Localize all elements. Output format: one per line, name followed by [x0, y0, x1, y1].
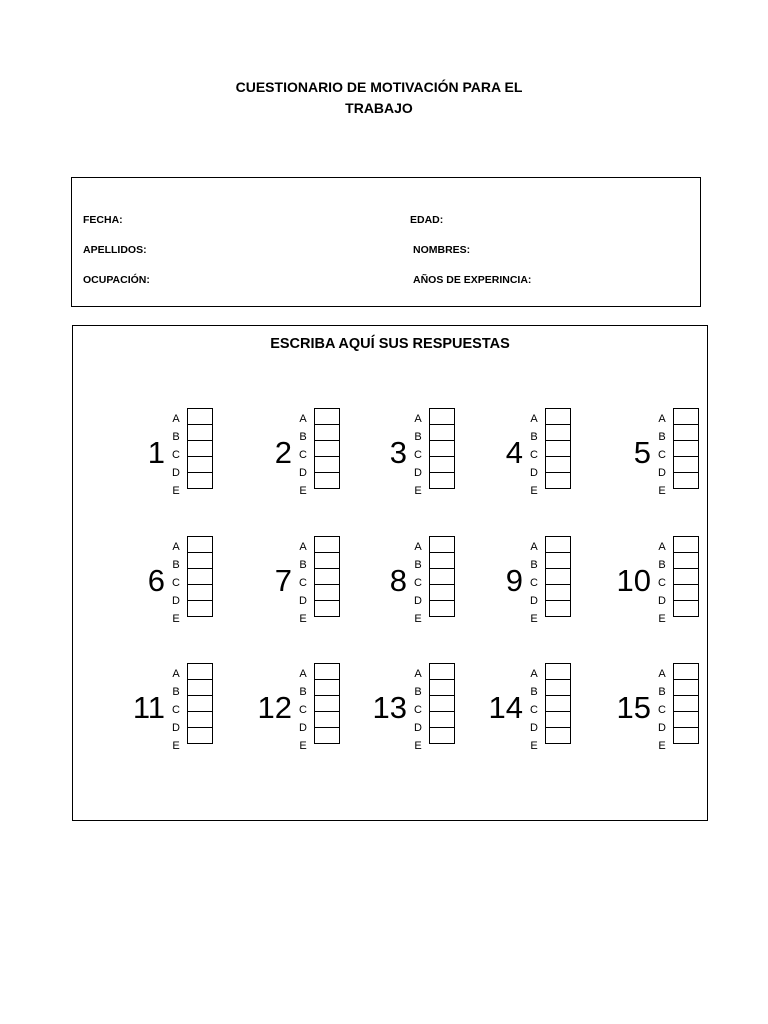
answer-cell[interactable] [429, 727, 455, 744]
question-1 [135, 408, 255, 504]
option-letter: A [172, 541, 180, 553]
answer-cell[interactable] [673, 568, 699, 585]
answer-cell[interactable] [314, 536, 340, 553]
option-letter: A [530, 541, 538, 553]
question-number: 6 [147, 563, 165, 598]
option-letter: B [299, 431, 307, 443]
answer-cell[interactable] [545, 472, 571, 489]
option-letter: E [530, 740, 538, 752]
answer-cell[interactable] [187, 711, 213, 728]
option-letter: B [414, 686, 422, 698]
option-letters [412, 538, 424, 628]
answer-cell[interactable] [545, 408, 571, 425]
option-letter: C [658, 704, 666, 716]
question-10 [616, 536, 741, 632]
option-letter: A [299, 668, 307, 680]
option-letter: A [658, 413, 666, 425]
option-letter: E [414, 613, 422, 625]
question-6 [135, 536, 255, 632]
option-letter: B [658, 686, 666, 698]
answer-boxes [429, 536, 455, 617]
answer-cell[interactable] [314, 679, 340, 696]
edad-label: EDAD: [410, 214, 444, 226]
question-4 [493, 408, 613, 504]
answer-boxes [545, 536, 571, 617]
option-letter: A [299, 413, 307, 425]
option-letter: D [658, 595, 666, 607]
question-number: 9 [505, 563, 523, 598]
answer-cell[interactable] [187, 424, 213, 441]
option-letter: B [658, 559, 666, 571]
option-letter: C [414, 449, 422, 461]
answer-boxes [187, 663, 213, 744]
question-number: 7 [274, 563, 292, 598]
answer-cell[interactable] [314, 584, 340, 601]
answer-cell[interactable] [187, 663, 213, 680]
option-letters [170, 410, 182, 500]
answer-cell[interactable] [545, 456, 571, 473]
option-letter: E [658, 613, 666, 625]
option-letter: B [414, 431, 422, 443]
answer-cell[interactable] [545, 695, 571, 712]
answer-cell[interactable] [187, 536, 213, 553]
answer-cell[interactable] [545, 679, 571, 696]
answer-boxes [545, 663, 571, 744]
option-letter: A [658, 541, 666, 553]
answer-cell[interactable] [673, 727, 699, 744]
question-number: 11 [132, 690, 165, 725]
answer-cell[interactable] [673, 600, 699, 617]
answer-cell[interactable] [314, 663, 340, 680]
answer-cell[interactable] [673, 472, 699, 489]
option-letter: C [414, 704, 422, 716]
option-letter: E [299, 613, 307, 625]
option-letter: E [530, 485, 538, 497]
answers-box [72, 325, 708, 821]
option-letter: B [530, 686, 538, 698]
option-letters [297, 410, 309, 500]
option-letter: D [414, 722, 422, 734]
option-letters [297, 538, 309, 628]
option-letter: D [658, 722, 666, 734]
answer-cell[interactable] [314, 456, 340, 473]
answer-cell[interactable] [314, 568, 340, 585]
option-letter: E [530, 613, 538, 625]
answer-boxes [673, 663, 699, 744]
option-letter: D [414, 595, 422, 607]
option-letter: B [414, 559, 422, 571]
answer-boxes [429, 408, 455, 489]
option-letter: C [530, 449, 538, 461]
answer-cell[interactable] [673, 456, 699, 473]
option-letter: B [172, 431, 180, 443]
answer-cell[interactable] [314, 711, 340, 728]
option-letter: C [658, 577, 666, 589]
option-letter: B [299, 559, 307, 571]
answer-cell[interactable] [673, 424, 699, 441]
option-letter: B [172, 559, 180, 571]
personal-info-box [71, 177, 701, 307]
option-letter: E [172, 485, 180, 497]
title-line-2: TRABAJO [345, 100, 413, 116]
question-14 [488, 663, 613, 759]
answer-cell[interactable] [545, 727, 571, 744]
option-letters [528, 665, 540, 755]
answer-cell[interactable] [429, 711, 455, 728]
question-number: 15 [616, 690, 651, 725]
document-title [0, 77, 768, 119]
answer-cell[interactable] [673, 536, 699, 553]
answer-cell[interactable] [429, 663, 455, 680]
answer-cell[interactable] [187, 584, 213, 601]
option-letter: D [530, 467, 538, 479]
question-number: 10 [616, 563, 651, 598]
option-letter: E [658, 740, 666, 752]
option-letter: E [172, 613, 180, 625]
option-letter: A [530, 413, 538, 425]
answer-cell[interactable] [429, 456, 455, 473]
answer-boxes [187, 408, 213, 489]
answer-cell[interactable] [429, 408, 455, 425]
answer-cell[interactable] [673, 711, 699, 728]
fecha-label: FECHA: [83, 214, 123, 226]
option-letter: C [414, 577, 422, 589]
option-letter: A [414, 413, 422, 425]
answer-cell[interactable] [187, 440, 213, 457]
answer-cell[interactable] [187, 695, 213, 712]
answer-cell[interactable] [429, 695, 455, 712]
option-letter: D [299, 467, 307, 479]
answer-cell[interactable] [314, 424, 340, 441]
answers-heading: ESCRIBA AQUÍ SUS RESPUESTAS [270, 336, 510, 352]
option-letter: B [658, 431, 666, 443]
answer-cell[interactable] [673, 663, 699, 680]
experiencia-label: AÑOS DE EXPERINCIA: [413, 274, 532, 286]
answer-cell[interactable] [429, 600, 455, 617]
answer-cell[interactable] [187, 552, 213, 569]
answer-cell[interactable] [187, 600, 213, 617]
answer-cell[interactable] [545, 584, 571, 601]
option-letter: C [172, 577, 180, 589]
answer-cell[interactable] [545, 536, 571, 553]
question-number: 13 [372, 690, 407, 725]
option-letter: C [530, 577, 538, 589]
option-letters [528, 538, 540, 628]
answer-cell[interactable] [429, 552, 455, 569]
option-letter: D [299, 595, 307, 607]
option-letter: D [299, 722, 307, 734]
answer-cell[interactable] [314, 695, 340, 712]
title-line-1: CUESTIONARIO DE MOTIVACIÓN PARA EL [235, 79, 523, 95]
answer-cell[interactable] [314, 552, 340, 569]
answer-cell[interactable] [673, 440, 699, 457]
option-letter: A [172, 668, 180, 680]
option-letter: D [658, 467, 666, 479]
option-letters [656, 538, 668, 628]
answer-cell[interactable] [429, 679, 455, 696]
option-letter: D [172, 595, 180, 607]
answer-cell[interactable] [187, 679, 213, 696]
answer-cell[interactable] [673, 552, 699, 569]
answer-cell[interactable] [429, 424, 455, 441]
answer-cell[interactable] [429, 568, 455, 585]
option-letters [656, 665, 668, 755]
option-letter: E [299, 485, 307, 497]
option-letters [297, 665, 309, 755]
ocupacion-label: OCUPACIÓN: [83, 274, 150, 286]
option-letter: B [530, 559, 538, 571]
option-letter: C [299, 449, 307, 461]
option-letters [170, 665, 182, 755]
option-letter: B [172, 686, 180, 698]
option-letter: C [172, 704, 180, 716]
answer-cell[interactable] [314, 408, 340, 425]
question-number: 14 [488, 690, 523, 725]
answer-cell[interactable] [545, 663, 571, 680]
option-letter: C [172, 449, 180, 461]
option-letter: D [414, 467, 422, 479]
answer-cell[interactable] [429, 584, 455, 601]
answer-cell[interactable] [314, 440, 340, 457]
option-letter: D [172, 467, 180, 479]
option-letter: E [299, 740, 307, 752]
answer-cell[interactable] [187, 727, 213, 744]
option-letter: D [530, 722, 538, 734]
question-11 [132, 663, 255, 759]
option-letter: E [172, 740, 180, 752]
option-letter: A [530, 668, 538, 680]
answer-cell[interactable] [673, 695, 699, 712]
option-letter: E [414, 740, 422, 752]
question-number: 1 [147, 435, 165, 470]
answer-cell[interactable] [545, 711, 571, 728]
option-letter: D [172, 722, 180, 734]
answer-cell[interactable] [429, 536, 455, 553]
answer-cell[interactable] [187, 408, 213, 425]
apellidos-label: APELLIDOS: [83, 244, 147, 256]
answer-boxes [545, 408, 571, 489]
option-letter: C [299, 577, 307, 589]
option-letter: C [299, 704, 307, 716]
option-letter: B [530, 431, 538, 443]
option-letter: D [530, 595, 538, 607]
answer-cell[interactable] [673, 584, 699, 601]
question-9 [493, 536, 613, 632]
question-number: 4 [505, 435, 523, 470]
answer-cell[interactable] [314, 472, 340, 489]
answer-cell[interactable] [673, 679, 699, 696]
option-letter: A [299, 541, 307, 553]
answer-cell[interactable] [429, 472, 455, 489]
option-letters [656, 410, 668, 500]
answer-cell[interactable] [187, 456, 213, 473]
option-letter: B [299, 686, 307, 698]
question-number: 5 [633, 435, 651, 470]
answer-cell[interactable] [314, 727, 340, 744]
answer-cell[interactable] [545, 440, 571, 457]
answer-boxes [429, 663, 455, 744]
option-letters [412, 665, 424, 755]
option-letter: C [530, 704, 538, 716]
question-number: 8 [389, 563, 407, 598]
answer-boxes [187, 536, 213, 617]
question-number: 12 [257, 690, 292, 725]
nombres-label: NOMBRES: [413, 244, 471, 256]
answer-boxes [314, 408, 340, 489]
answer-boxes [314, 536, 340, 617]
answer-cell[interactable] [187, 472, 213, 489]
answer-cell[interactable] [673, 408, 699, 425]
answer-cell[interactable] [545, 568, 571, 585]
option-letter: E [414, 485, 422, 497]
option-letter: C [658, 449, 666, 461]
answer-cell[interactable] [545, 424, 571, 441]
option-letter: A [172, 413, 180, 425]
answer-cell[interactable] [187, 568, 213, 585]
option-letter: A [414, 668, 422, 680]
answer-cell[interactable] [429, 440, 455, 457]
answer-boxes [314, 663, 340, 744]
answer-cell[interactable] [314, 600, 340, 617]
option-letter: A [658, 668, 666, 680]
answer-boxes [673, 536, 699, 617]
option-letter: A [414, 541, 422, 553]
option-letters [170, 538, 182, 628]
question-number: 3 [389, 435, 407, 470]
option-letters [528, 410, 540, 500]
answer-cell[interactable] [545, 552, 571, 569]
answer-boxes [673, 408, 699, 489]
question-15 [616, 663, 741, 759]
option-letter: E [658, 485, 666, 497]
question-5 [621, 408, 741, 504]
question-number: 2 [274, 435, 292, 470]
answer-cell[interactable] [545, 600, 571, 617]
option-letters [412, 410, 424, 500]
